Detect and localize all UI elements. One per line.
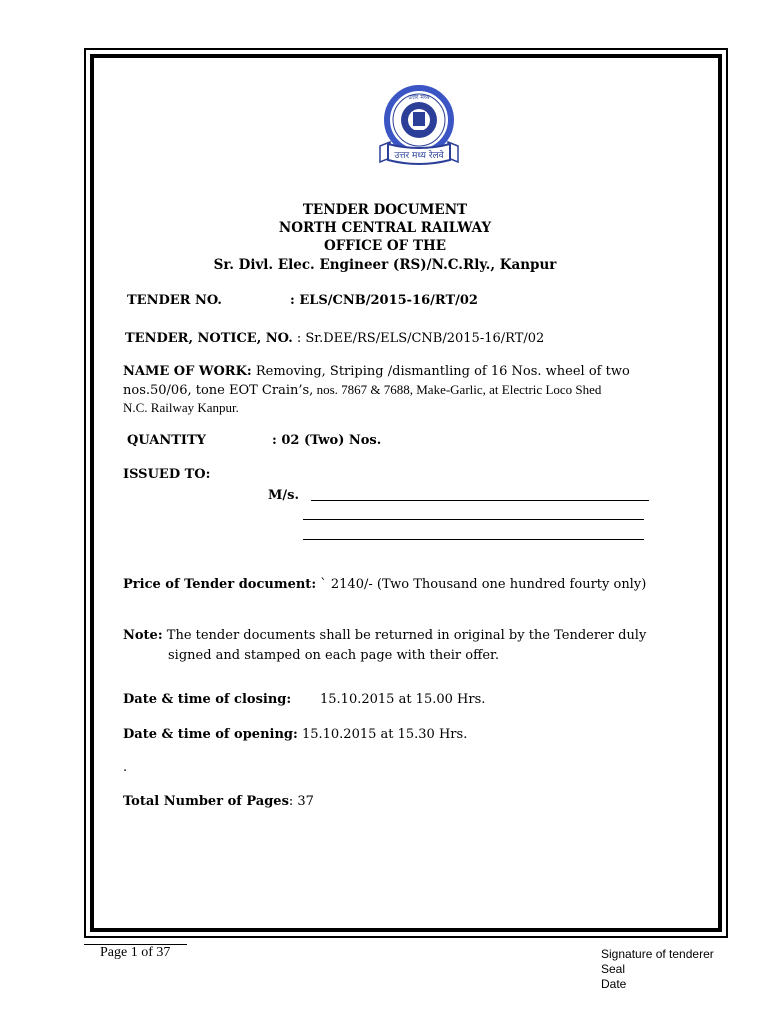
footer-page-number: Page 1 of 37 — [100, 945, 171, 960]
footer-seal: Seal — [601, 962, 626, 976]
opening-value: 15.10.2015 at 15.30 Hrs. — [297, 727, 468, 742]
ms-label: M/s. — [268, 488, 299, 503]
name-of-work-text1: Removing, Striping /dismantling of 16 Nos. wheel of two — [251, 364, 630, 379]
railway-logo-icon — [372, 84, 466, 172]
closing-label: Date & time of closing: — [123, 692, 292, 707]
header-engineer: Sr. Divl. Elec. Engineer (RS)/N.C.Rly., Kanpur — [213, 257, 557, 273]
issued-to-line-1 — [311, 500, 649, 501]
note-text2: signed and stamped on each page with their offer. — [168, 648, 499, 663]
tender-notice-label: TENDER, NOTICE, NO. — [125, 331, 293, 346]
dot-text: . — [123, 760, 128, 775]
opening-line — [123, 727, 467, 742]
name-of-work-line2 — [123, 382, 601, 398]
tender-notice-line — [125, 331, 544, 346]
issued-to-label: ISSUED TO: — [123, 467, 211, 482]
logo-ribbon-text: उत्तर मध्य रेलवे — [394, 151, 444, 161]
tender-no-label: TENDER NO. — [127, 293, 222, 308]
quantity-label: QUANTITY — [127, 433, 206, 448]
name-of-work-label: NAME OF WORK: — [123, 364, 252, 379]
price-value: ` 2140/- (Two Thousand one hundred fourty only) — [316, 577, 647, 592]
header-railway: NORTH CENTRAL RAILWAY — [278, 220, 492, 236]
header-office: OFFICE OF THE — [323, 238, 447, 254]
total-pages-label: Total Number of Pages — [123, 794, 289, 809]
name-of-work-line1 — [123, 364, 630, 379]
tender-no-value: : ELS/CNB/2015-16/RT/02 — [290, 293, 478, 308]
footer-date: Date — [601, 977, 627, 991]
header-title: TENDER DOCUMENT — [302, 202, 468, 218]
note-label: Note: — [123, 628, 163, 643]
tender-notice-value: : Sr.DEE/RS/ELS/CNB/2015-16/RT/02 — [292, 331, 545, 346]
total-pages-value: : 37 — [288, 794, 314, 809]
note-line1 — [123, 628, 646, 643]
quantity-value: : 02 (Two) Nos. — [272, 433, 382, 448]
name-of-work-text2b: nos. 7867 & 7688, Make-Garlic, at Electric Loco Shed — [313, 382, 602, 397]
name-of-work-line3: N.C. Railway Kanpur. — [123, 400, 239, 415]
name-of-work-text2a: nos.50/06, tone EOT Crain’s, — [123, 383, 314, 398]
opening-label: Date & time of opening: — [123, 727, 298, 742]
total-pages-line — [123, 794, 314, 809]
note-text1: The tender documents shall be returned in original by the Tenderer duly — [162, 628, 647, 643]
footer-signature: Signature of tenderer — [601, 947, 714, 961]
issued-to-line-3 — [303, 539, 644, 540]
closing-value: 15.10.2015 at 15.00 Hrs. — [320, 692, 486, 707]
price-label: Price of Tender document: — [123, 577, 317, 592]
logo-top-text: उत्तर मध्य — [408, 94, 430, 101]
price-line — [123, 577, 646, 592]
issued-to-line-2 — [303, 519, 644, 520]
